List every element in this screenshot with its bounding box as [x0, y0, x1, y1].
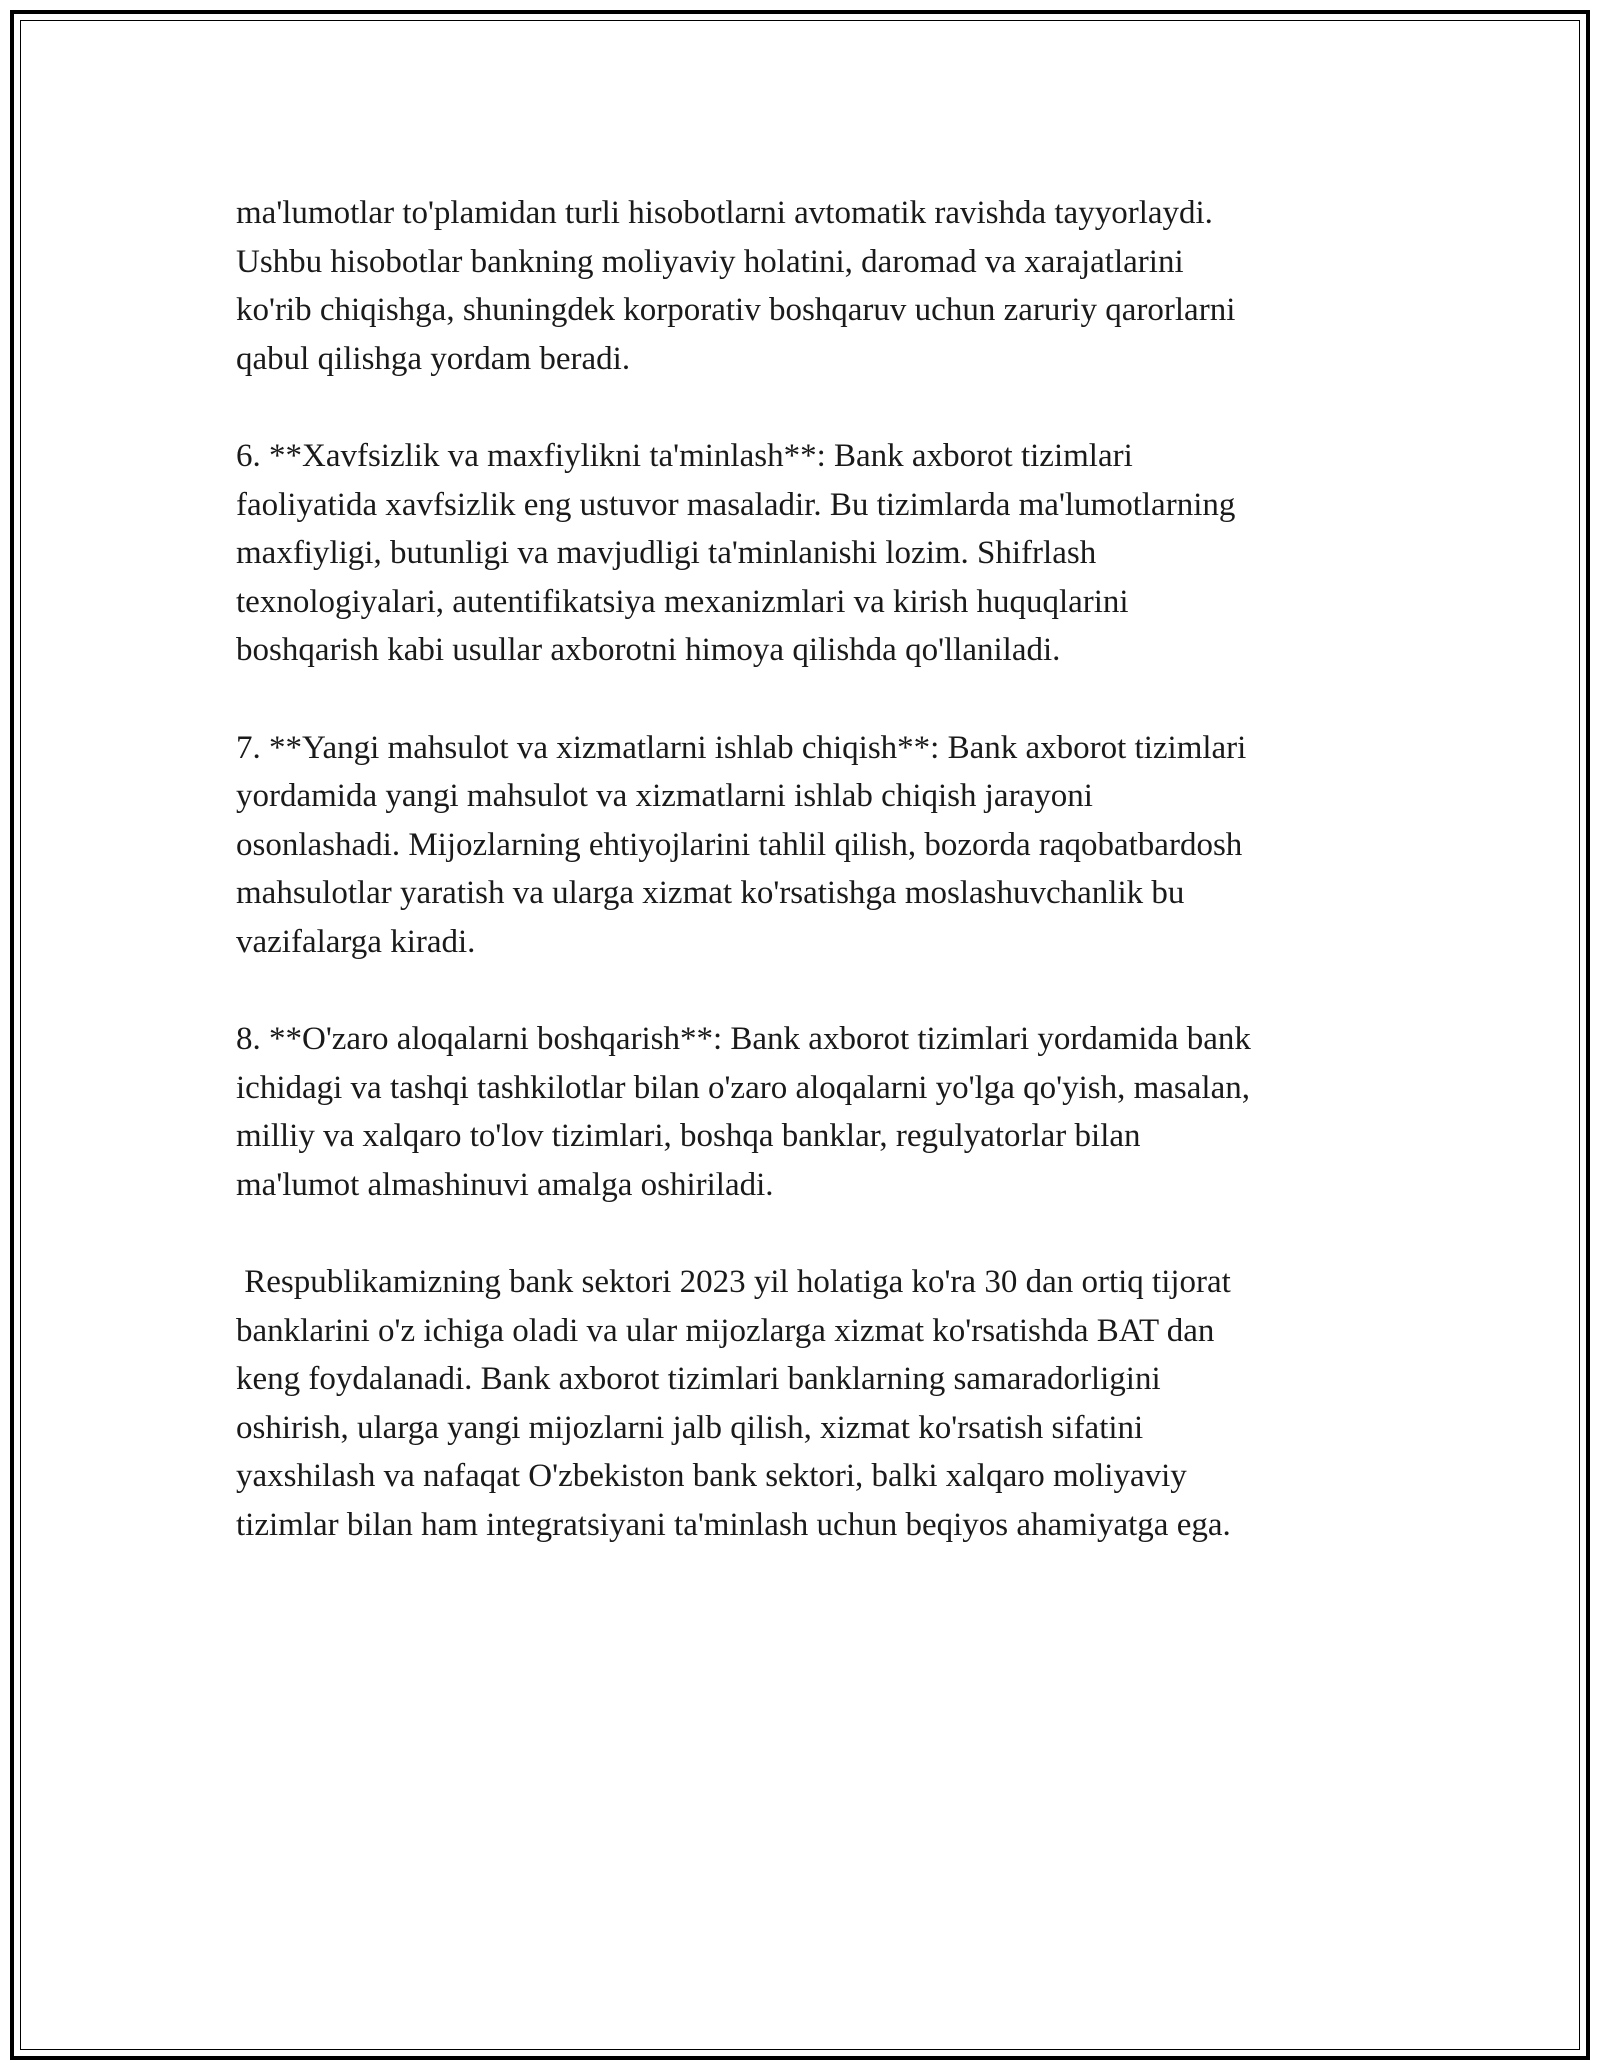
paragraph-relations: 8. **O'zaro aloqalarni boshqarish**: Bank axborot tizimlari yordamida bank ichidagi va tashqi tashkilotlar bilan o'zaro aloqalarni yo'lga qo'yish, masalan, milliy va xalqaro to'lov tizimlari, boshqa banklar, regulyatorlar bilan ma'lumot almashinuvi amalga oshiriladi. [236, 1021, 1251, 1203]
paragraph-reports: ma'lumotlar to'plamidan turli hisobotlarni avtomatik ravishda tayyorlaydi. Ushbu hisobotlar bankning moliyaviy holatini, daromad va xarajatlarini ko'rib chiqishga, shuningdek korporativ boshqaruv uchun zaruriy qarorlarni qabul qilishga yordam beradi. [236, 195, 1236, 377]
document-body [236, 189, 1396, 1598]
paragraph-banking-sector: Respublikamizning bank sektori 2023 yil holatiga ko'ra 30 dan ortiq tijorat banklarini o'z ichiga oladi va ular mijozlarga xizmat ko'rsatishda BAT dan keng foydalanadi. Bank axborot tizimlari banklarning samaradorligini oshirish, ularga yangi mijozlarni jalb qilish, xizmat ko'rsatish sifatini yaxshilash va nafaqat O'zbekiston bank sektori, balki xalqaro moliyaviy tizimlar bilan ham integratsiyani ta'minlash uchun beqiyos ahamiyatga ega. [236, 1264, 1231, 1543]
paragraph-security: 6. **Xavfsizlik va maxfiylikni ta'minlash**: Bank axborot tizimlari faoliyatida xavfsizlik eng ustuvor masaladir. Bu tizimlarda ma'lumotlarning maxfiyligi, butunligi va mavjudligi ta'minlanishi lozim. Shifrlash texnologiyalari, autentifikatsiya mexanizmlari va kirish huquqlarini boshqarish kabi usullar axborotni himoya qilishda qo'llaniladi. [236, 438, 1236, 668]
paragraph-new-products: 7. **Yangi mahsulot va xizmatlarni ishlab chiqish**: Bank axborot tizimlari yordamida yangi mahsulot va xizmatlarni ishlab chiqish jarayoni osonlashadi. Mijozlarning ehtiyojlarini tahlil qilish, bozorda raqobatbardosh mahsulotlar yaratish va ularga xizmat ko'rsatishga moslashuvchanlik bu vazifalarga kiradi. [236, 729, 1247, 960]
